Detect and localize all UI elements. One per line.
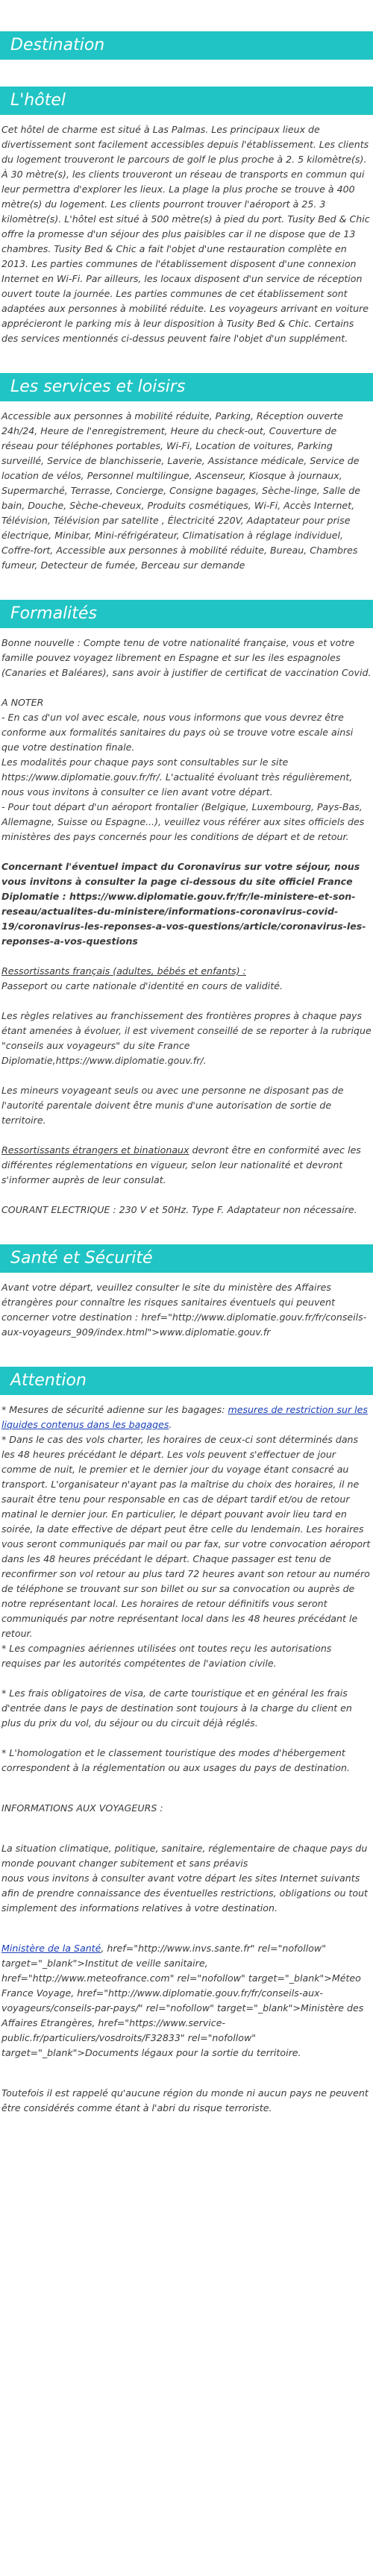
sante-body	[0, 1273, 373, 1340]
attention-info-heading: INFORMATIONS AUX VOYAGEURS :	[1, 1802, 163, 1814]
formalites-minors: Les mineurs voyageant seuls ou avec une personne ne disposant pas de l'autorité parentale doivent être munis d'une autorisation de sortie de territoire.	[1, 1085, 344, 1126]
services-body	[0, 401, 373, 573]
section-formalites	[0, 600, 373, 1218]
attention-terrorism: Toutefois il est rappelé qu'aucune région du monde ni aucun pays ne peuvent être considérés comme étant à l'abri du risque terroriste.	[1, 2087, 369, 2113]
sante-text: Avant votre départ, veuillez consulter le site du ministère des Affaires étrangères pour connaître les risques sanitaires éventuels qui peuvent concerner votre destination : href="http://www.diplomatie.gouv.fr/fr/conseils-aux-voyageurs_909/index.html">www.diplomatie.gouv.fr	[1, 1282, 367, 1338]
formalites-coronavirus: Concernant l'éventuel impact du Coronavirus sur votre séjour, nous vous invitons à consulter la page ci-dessous du site officiel France Diplomatie : https://www.diplomatie.gouv.fr/fr/le-ministere-et-son-reseau/actualites-du-ministere/informations-coronavirus-covid-19/coronavirus-les-reponses-a-vos-questions/article/coronavirus-les-reponses-a-vos-questions	[1, 861, 366, 947]
formalites-foreigners-heading: Ressortissants étrangers et binationaux	[1, 1144, 189, 1156]
section-header-sante: Santé et Sécurité	[0, 1244, 373, 1273]
section-header-services: Les services et loisirs	[0, 373, 373, 401]
attention-security-end: .	[169, 1419, 172, 1430]
attention-visa: * Les frais obligatoires de visa, de carte touristique et en général les frais d'entrée dans le pays de destination sont toujours à la charge du client en plus du prix du vol, du séjour ou du circuit déjà réglés.	[1, 1687, 352, 1729]
attention-links-text: , href="http://www.invs.sante.fr" rel="nofollow" target="_blank">Institut de veille sanitaire, href="http://www.meteofrance.com" rel="nofollow" target="_blank">Méteo France Voyage, href="http://www.diplomatie.gouv.fr/fr/conseils-aux-voyageurs/conseils-par-pays/" rel="nofollow" target="_blank">Ministère des Affaires Etrangères, href="https://www.service-public.fr/particuliers/vosdroits/F32833" rel="nofollow" target="_blank">Documents légaux pour la sortie du territoire.	[1, 1943, 364, 2058]
formalites-foreigners-text: devront être en conformité avec les différentes réglementations en vigueur, selon leur nationalité et devront s'informer auprès de leur consulat.	[1, 1144, 361, 1185]
formalites-good-news: Bonne nouvelle : Compte tenu de votre nationalité française, vous et votre famille pouvez voyagez librement en Espagne et sur les iles espagnoles (Canaries et Baléares), sans avoir à justifier de certificat de vaccination Covid.	[1, 637, 372, 678]
section-destination	[0, 31, 373, 60]
section-header-attention: Attention	[0, 1367, 373, 1395]
liquids-restriction-link[interactable]: mesures de restriction sur les liquides contenus dans les bagages	[1, 1404, 368, 1430]
hotel-description: Cet hôtel de charme est situé à Las Palmas. Les principaux lieux de divertissement sont facilement accessibles depuis l'établissement. Les clients du logement trouveront le parcours de golf le plus proche à 2. 5 kilomètre(s). À 30 mètre(s), les clients trouveront un réseau de transports en commun qui leur permettra d'explorer les lieux. La plage la plus proche se trouve à 400 mètre(s) du logement. Les clients pourront trouver l'aéroport à 25. 3 kilomètre(s). L'hôtel est situé à 500 mètre(s) à pied du port. Tusity Bed & Chic offre la promesse d'un séjour des plus paisibles car il ne dispose que de 13 chambres. Tusity Bed & Chic a fait l'objet d'une restauration complète en 2013. Les parties communes de l'établissement disposent d'une connexion Internet en Wi-Fi. Par ailleurs, les locaux disposent d'un service de réception ouvert toute la journée. Les parties communes de cet établissement sont adaptées aux personnes à mobilité réduite. Les voyageurs arrivant en voiture apprécieront le parking mis à leur disposition à Tusity Bed & Chic. Certains des services mentionnés ci-dessus peuvent faire l'objet d'un supplément.	[1, 124, 370, 344]
attention-body	[0, 1395, 373, 2116]
formalites-borders: Les règles relatives au franchissement des frontières propres à chaque pays étant amenées à évoluer, il est vivement conseillé de se reporter à la rubrique "conseils aux voyageurs" du site France Diplomatie,https://www.diplomatie.gouv.fr/.	[1, 1010, 372, 1066]
section-hotel	[0, 87, 373, 346]
section-header-destination: Destination	[0, 31, 373, 60]
formalites-electric: COURANT ELECTRIQUE : 230 V et 50Hz. Type F. Adaptateur non nécessaire.	[1, 1204, 357, 1215]
formalites-body	[0, 628, 373, 1218]
section-services	[0, 373, 373, 573]
formalites-nationals-text: Passeport ou carte nationale d'identité en cours de validité.	[1, 980, 283, 991]
section-header-hotel: L'hôtel	[0, 87, 373, 115]
attention-situation: La situation climatique, politique, sanitaire, réglementaire de chaque pays du monde pouvant changer subitement et sans préavis nous vous invitons à consulter avant votre départ les sites Internet suivants afin de prendre connaissance des éventuelles restrictions, obligations ou tout simplement des informations relatives à votre destination.	[1, 1843, 368, 1914]
section-header-formalites: Formalités	[0, 600, 373, 628]
attention-homologation: * L'homologation et le classement touristique des modes d'hébergement correspondent à la réglementation ou aux usages du pays de destination.	[1, 1747, 350, 1773]
attention-links	[1, 1941, 372, 2061]
page	[0, 31, 373, 2138]
formalites-note: A NOTER - En cas d'un vol avec escale, nous vous informons que vous devrez être conforme aux formalités sanitaires du pays où se trouve votre escale ainsi que votre destination finale. Les modalités pour chaque pays sont consultables sur le site https://www.diplomatie.gouv.fr/fr/. L'actualité évoluant très régulièrement, nous vous invitons à consulter ce lien avant votre départ. - Pour tout départ d'un aéroport frontalier (Belgique, Luxembourg, Pays-Bas, Allemagne, Suisse ou Espagne...), veuillez vous référer aux sites officiels des ministères des pays concernés pour les conditions de départ et de retour.	[1, 697, 365, 842]
attention-security	[1, 1403, 372, 1432]
services-list: Accessible aux personnes à mobilité réduite, Parking, Réception ouverte 24h/24, Heure de l'enregistrement, Heure du check-out, Couverture de réseau pour téléphones portables, Wi-Fi, Location de voitures, Parking surveillé, Service de blanchisserie, Laverie, Assistance médicale, Service de location de vélos, Personnel multilingue, Ascenseur, Kiosque à journaux, Supermarché, Terrasse, Concierge, Consigne bagages, Sèche-linge, Salle de bain, Douche, Sèche-cheveux, Produits cosmétiques, Wi-Fi, Accès Internet, Télévision, Télévision par satellite , Électricité 220V, Adaptateur pour prise électrique, Minibar, Mini-réfrigérateur, Climatisation à réglage individuel, Coffre-fort, Accessible aux personnes à mobilité réduite, Bureau, Chambres fumeur, Detecteur de fumée, Berceau sur demande	[1, 410, 361, 571]
formalites-nationals	[1, 964, 372, 994]
formalites-foreigners	[1, 1143, 372, 1188]
formalites-nationals-heading: Ressortissants français (adultes, bébés et enfants) :	[1, 965, 246, 977]
section-sante	[0, 1244, 373, 1340]
hotel-body	[0, 115, 373, 346]
ministere-sante-link[interactable]: Ministère de la Santé	[1, 1943, 101, 1954]
attention-security-text: * Mesures de sécurité adienne sur les bagages:	[1, 1404, 228, 1415]
attention-charter: * Dans le cas des vols charter, les horaires de ceux-ci sont déterminés dans les 48 heures précédant le départ. Les vols peuvent s'effectuer de jour comme de nuit, le premier et le dernier jour du voyage étant consacré au transport. L'organisateur n'ayant pas la maîtrise du choix des horaires, il ne saurait être tenu pour responsable en cas de départ tardif et/ou de retour matinal le dernier jour. En particulier, le départ pouvant avoir lieu tard en soirée, la date effective de départ peut être celle du lendemain. Les horaires vous seront communiqués par mail ou par fax, sur votre convocation aéroport dans les 48 heures précédant le départ. Chaque passager est tenu de reconfirmer son vol retour au plus tard 72 heures avant son retour au numéro de téléphone se trouvant sur son billet ou sur sa convocation ou auprès de notre représentant local. Les horaires de retour définitifs vous seront communiqués par notre représentant local dans les 48 heures précédant le retour. * Les compagnies aériennes utilisées ont toutes reçu les autorisations requises par les autorités compétentes de l'aviation civile.	[1, 1434, 371, 1669]
section-attention	[0, 1367, 373, 2116]
